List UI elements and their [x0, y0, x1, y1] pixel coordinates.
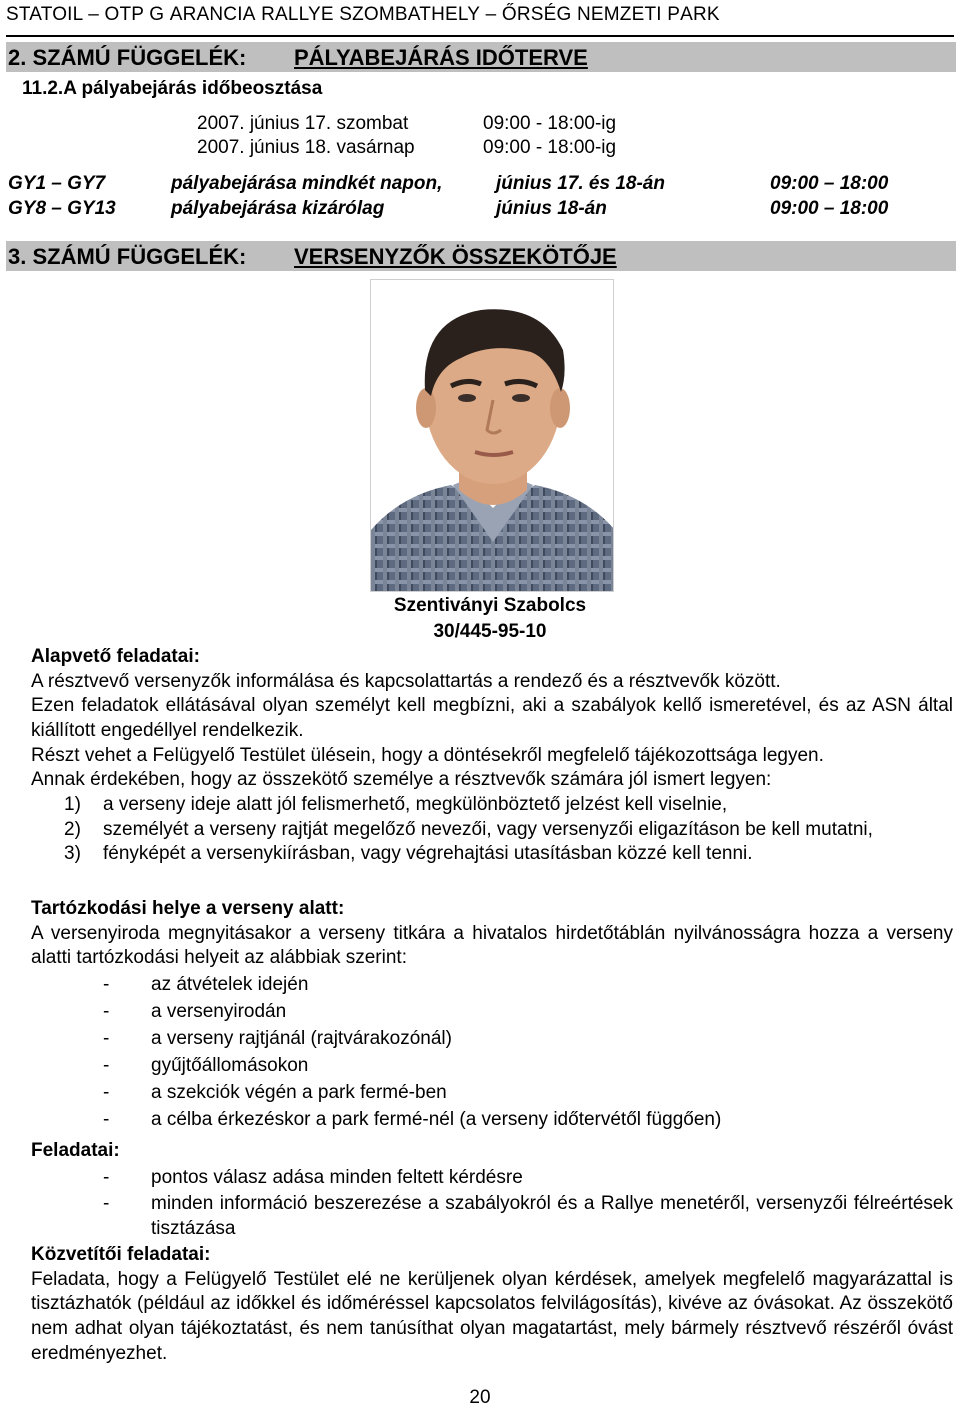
running-header	[6, 3, 954, 37]
section-3-bar	[6, 241, 956, 271]
paragraph: Annak érdekében, hogy az összekötő személye a résztvevők számára jól ismert legyen:	[31, 769, 772, 791]
portrait-photo	[370, 279, 614, 592]
duties-block	[31, 1139, 953, 1242]
header-szombathely: SZOMBATHELY	[339, 4, 481, 25]
person-phone: 30/445-95-10	[433, 621, 547, 642]
stage-time-1: 09:00 – 18:00	[770, 173, 889, 194]
location-intro: A versenyiroda megnyitásakor a verseny titkára a hivatalos hirdetőtáblán nyilvánosságra hozza a verseny alatti tartózkodási helyeit az alábbiak szerint:	[31, 922, 953, 969]
stage-desc-2: pályabejárása kizárólag	[171, 198, 385, 219]
page-number: 20	[469, 1387, 491, 1408]
list-item: 1) a verseny ideje alatt jól felismerhető, megkülönböztető jelzést kell viselnie,	[64, 794, 728, 815]
header-nemzeti: NEMZETI	[576, 4, 662, 25]
header-park: PARK	[667, 4, 720, 25]
list-item: - a célba érkezéskor a park fermé-nél (a verseny időtervétől függően)	[103, 1109, 722, 1130]
numbered-list	[31, 793, 953, 867]
schedule-date-2: 2007. június 18. vasárnap	[197, 137, 415, 158]
list-item: - a verseny rajtjánál (rajtvárakozónál)	[103, 1028, 452, 1049]
header-statoil: STATOIL	[6, 4, 83, 25]
basic-duties-block	[31, 645, 953, 793]
list-item: - minden információ beszerezése a szabályokról és a Rallye menetéről, versenyzői félreértések tisztázása	[103, 1193, 953, 1240]
header-otp: – OTP G	[88, 4, 165, 25]
schedule-time-1: 09:00 - 18:00-ig	[483, 113, 617, 134]
location-block	[31, 897, 953, 971]
list-item: 2) személyét a verseny rajtját megelőző nevezői, vagy versenyzői eligazításon be kell mutatni,	[64, 818, 873, 840]
list-item: - gyűjtőállomásokon	[103, 1055, 309, 1076]
section-2-number: 2. SZÁMÚ FÜGGELÉK:	[8, 45, 247, 70]
section-3-title: VERSENYZŐK ÖSSZEKÖTŐJE	[294, 244, 617, 269]
section-2-bar	[6, 42, 956, 72]
stage-time-2: 09:00 – 18:00	[770, 198, 889, 219]
schedule-time-2: 09:00 - 18:00-ig	[483, 137, 617, 158]
stage-range-2: GY8 – GY13	[8, 198, 116, 219]
mediator-block	[31, 1243, 953, 1366]
basic-duties-heading: Alapvető feladatai:	[31, 646, 200, 667]
paragraph: A résztvevő versenyzők informálása és kapcsolattartás a rendező és a résztvevők között.	[31, 670, 781, 692]
stage-day-1: június 17. és 18-án	[496, 173, 665, 194]
header-orseg: – ŐRSÉG	[485, 4, 572, 25]
duties-heading: Feladatai:	[31, 1140, 120, 1161]
schedule-date-1: 2007. június 17. szombat	[197, 113, 409, 134]
list-item: - a versenyirodán	[103, 1001, 287, 1022]
section-2-title: PÁLYABEJÁRÁS IDŐTERVE	[294, 45, 588, 70]
duties-list	[31, 1166, 953, 1242]
mediator-heading: Közvetítői feladatai:	[31, 1244, 211, 1265]
paragraph: Részt vehet a Felügyelő Testület ülésein, hogy a döntésekről megfelelő tájékozottsága legyen.	[31, 744, 824, 766]
location-heading: Tartózkodási helye a verseny alatt:	[31, 898, 345, 919]
location-list	[31, 971, 953, 1133]
stage-day-2: június 18-án	[496, 198, 607, 219]
section-3-number: 3. SZÁMÚ FÜGGELÉK:	[8, 244, 247, 269]
header-rallye: RALLYE	[261, 4, 334, 25]
header-garancia: ARANCIA	[169, 4, 256, 25]
list-item: - a szekciók végén a park fermé-ben	[103, 1082, 447, 1103]
person-name: Szentiványi Szabolcs	[393, 595, 587, 616]
stage-desc-1: pályabejárása mindkét napon,	[171, 173, 443, 194]
stage-range-1: GY1 – GY7	[8, 173, 106, 194]
mediator-text: Feladata, hogy a Felügyelő Testület elé ne kerüljenek olyan kérdések, amelyek megfelelő magyarázattal is tisztázhatók (például az időkkel és időméréssel kapcsolatos felvilágosítás), kivéve az óvásokat. Az összekötő nem adhat olyan tájékoztatást, és nem tanúsíthat olyan magatartást, mely bármely résztvevő részéről óvást eredményezhet.	[31, 1268, 953, 1364]
list-item: - az átvételek idején	[103, 974, 309, 995]
list-item: - pontos válasz adása minden feltett kérdésre	[103, 1166, 523, 1188]
list-item: 3) fényképét a versenykiírásban, vagy végrehajtási utasításban közzé kell tenni.	[64, 843, 753, 865]
schedule-subheading: 11.2.A pályabejárás időbeosztása	[22, 78, 323, 99]
paragraph: Ezen feladatok ellátásával olyan személyt kell megbízni, aki a szabályok kellő ismeretével, és az ASN által kiállított engedéllyel rendelkezik.	[31, 695, 953, 742]
